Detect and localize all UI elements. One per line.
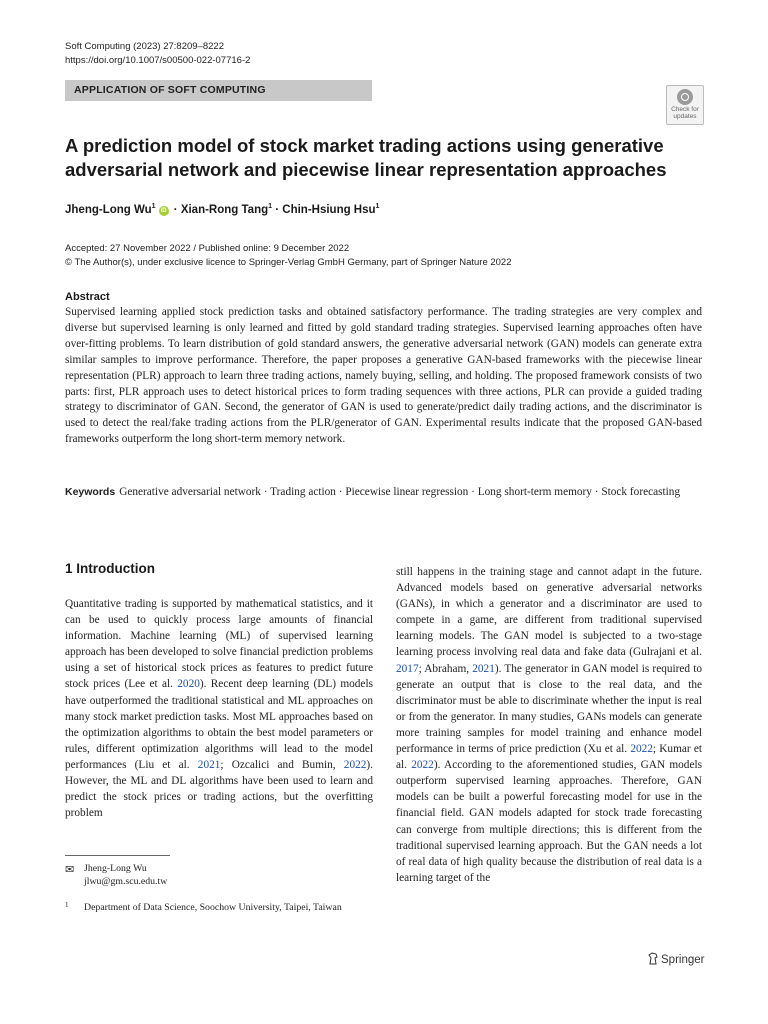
body-text: ). According to the aforementioned studies, GAN models outperform supervised learning approaches. Therefore, GAN models can be built a powerful forecasting model for use in the financial field. GAN models adapted for stock trade forecasting can converge from multiple directions; this is different from the traditional supervised learning approach. But the GAN needs a lot of real data of high quality because the distribution of real data is a learning target of the bbox=[396, 759, 702, 884]
affiliation-text: Department of Data Science, Soochow University, Taipei, Taiwan bbox=[84, 902, 342, 913]
citation-link[interactable]: 2017 bbox=[396, 662, 419, 675]
author-list bbox=[65, 203, 379, 216]
orcid-icon[interactable]: iD bbox=[160, 207, 167, 214]
publication-dates bbox=[65, 242, 512, 270]
section-banner bbox=[65, 80, 372, 101]
author-affil-sup: 1 bbox=[375, 203, 380, 210]
check-for-updates-badge[interactable] bbox=[666, 85, 704, 125]
citation-link[interactable]: 2020 bbox=[177, 678, 200, 691]
dates-line: Accepted: 27 November 2022 / Published online: 9 December 2022 bbox=[65, 243, 350, 254]
update-check-icon bbox=[677, 89, 693, 105]
envelope-icon: ✉ bbox=[65, 864, 75, 876]
corresponding-author: Jheng-Long Wu bbox=[84, 863, 147, 874]
body-text: ; Kumar et al. bbox=[396, 743, 702, 772]
citation-link[interactable]: 2021 bbox=[197, 758, 221, 771]
body-text: still happens in the training stage and cannot adapt in the future. Advanced models based on generative adversarial networks (GANs), in which a generator and a discriminator are used to compete in a game, are different from traditional supervised learning models. The GAN model is subjected to a two-stage learning process involving real data and fake data (Gulrajani et al. bbox=[396, 566, 702, 659]
body-text: ). However, the ML and DL algorithms have been used to learn and predict the stock prices or trading actions, but the overfitting problem bbox=[65, 758, 373, 820]
author-affil-sup: 1 bbox=[151, 203, 156, 210]
section-heading-introduction: 1 Introduction bbox=[65, 561, 155, 576]
footnote-divider bbox=[65, 855, 170, 856]
intro-right-column bbox=[396, 564, 702, 886]
abstract-text: Supervised learning applied stock prediction tasks and obtained satisfactory performance. The trading strategies are very complex and diverse but supervised learning is only learned and fitted by gold standard trading strategies. Supervised learning approaches often have over-fitting problems. To learn distribution of gold standard answers, the generative adversarial network (GAN) models can generate extra similar samples to improve performance. Therefore, the paper proposes a generative GAN-based frameworks with the piecewise linear representation (PLR) approach to learn three trading actions, namely buying, selling, and holding. The proposed framework consists of two parts: first, PLR approach uses to detect historical prices to form trading sequences with three actions, PLR can provide a guided trading strategy to discriminator of GAN. Second, the generator of GAN is used to generate/predict daily trading actions, and the discriminator is used to detect the real/fake trading actions from the PLR/generator of GAN. Experimental results indicate that the proposed GAN-based frameworks outperform the long short-term memory network. bbox=[65, 306, 702, 446]
author-separator: · bbox=[170, 203, 181, 216]
publisher-mark bbox=[648, 952, 704, 966]
author-name[interactable]: Jheng-Long Wu bbox=[65, 203, 152, 216]
badge-line-1: Check for bbox=[671, 106, 699, 113]
author-name[interactable]: Chin-Hsiung Hsu bbox=[282, 203, 376, 216]
author-affil-sup: 1 bbox=[268, 203, 273, 210]
journal-reference: Soft Computing (2023) 27:8209–8222 bbox=[65, 41, 224, 52]
section-label: APPLICATION OF SOFT COMPUTING bbox=[74, 84, 266, 96]
corresponding-email[interactable]: jlwu@gm.scu.edu.tw bbox=[84, 876, 168, 887]
citation-link[interactable]: 2022 bbox=[411, 759, 434, 772]
body-text: ). The generator in GAN model is required to generate an output that is close to the real data, and the discriminator must be able to discriminate whether the input is real or from the generator. In many studies, GANs models can generate more training samples for model training and enhance model performance in terms of price prediction (Xu et al. bbox=[396, 662, 702, 756]
doi-link[interactable]: https://doi.org/10.1007/s00500-022-07716-2 bbox=[65, 55, 251, 66]
body-text: Quantitative trading is supported by mathematical statistics, and it can be used to quickly process large amounts of financial information. Machine learning (ML) of supervised learning approach has been developed to solve financial prediction problems using a set of historical stock prices as features to predict future stock prices (Lee et al. bbox=[65, 598, 373, 691]
body-text: ). Recent deep learning (DL) models have outperformed the traditional statistical and ML approaches on many stock market prediction tasks. Most ML approaches based on the optimization algorithms to obtain the best model parameters or rules, different optimization algorithms will lead to the model performances (Liu et al. bbox=[65, 678, 373, 771]
abstract-heading: Abstract bbox=[65, 291, 110, 303]
publisher-name: Springer bbox=[661, 954, 705, 966]
citation-link[interactable]: 2022 bbox=[630, 743, 653, 756]
body-text: ; Ozcalici and Bumin, bbox=[220, 758, 344, 771]
keywords-text: Generative adversarial network · Trading action · Piecewise linear regression · Long short-term memory · Stock forecasting bbox=[119, 486, 681, 498]
citation-link[interactable]: 2021 bbox=[472, 662, 495, 675]
author-separator: · bbox=[272, 203, 283, 216]
affiliation-number: 1 bbox=[65, 901, 69, 909]
body-text: ; Abraham, bbox=[418, 662, 473, 675]
springer-horse-icon bbox=[648, 952, 658, 965]
badge-line-2: updates bbox=[673, 113, 697, 120]
keywords bbox=[65, 485, 702, 501]
citation-link[interactable]: 2022 bbox=[343, 758, 367, 771]
copyright-line: © The Author(s), under exclusive licence to Springer-Verlag GmbH Germany, part of Springer Nature 2022 bbox=[65, 257, 512, 268]
paper-title: A prediction model of stock market trading actions using generative adversarial network and piecewise linear representation approaches bbox=[65, 135, 667, 180]
keywords-label: Keywords bbox=[65, 486, 116, 498]
author-name[interactable]: Xian-Rong Tang bbox=[180, 203, 269, 216]
intro-left-column bbox=[65, 596, 373, 821]
